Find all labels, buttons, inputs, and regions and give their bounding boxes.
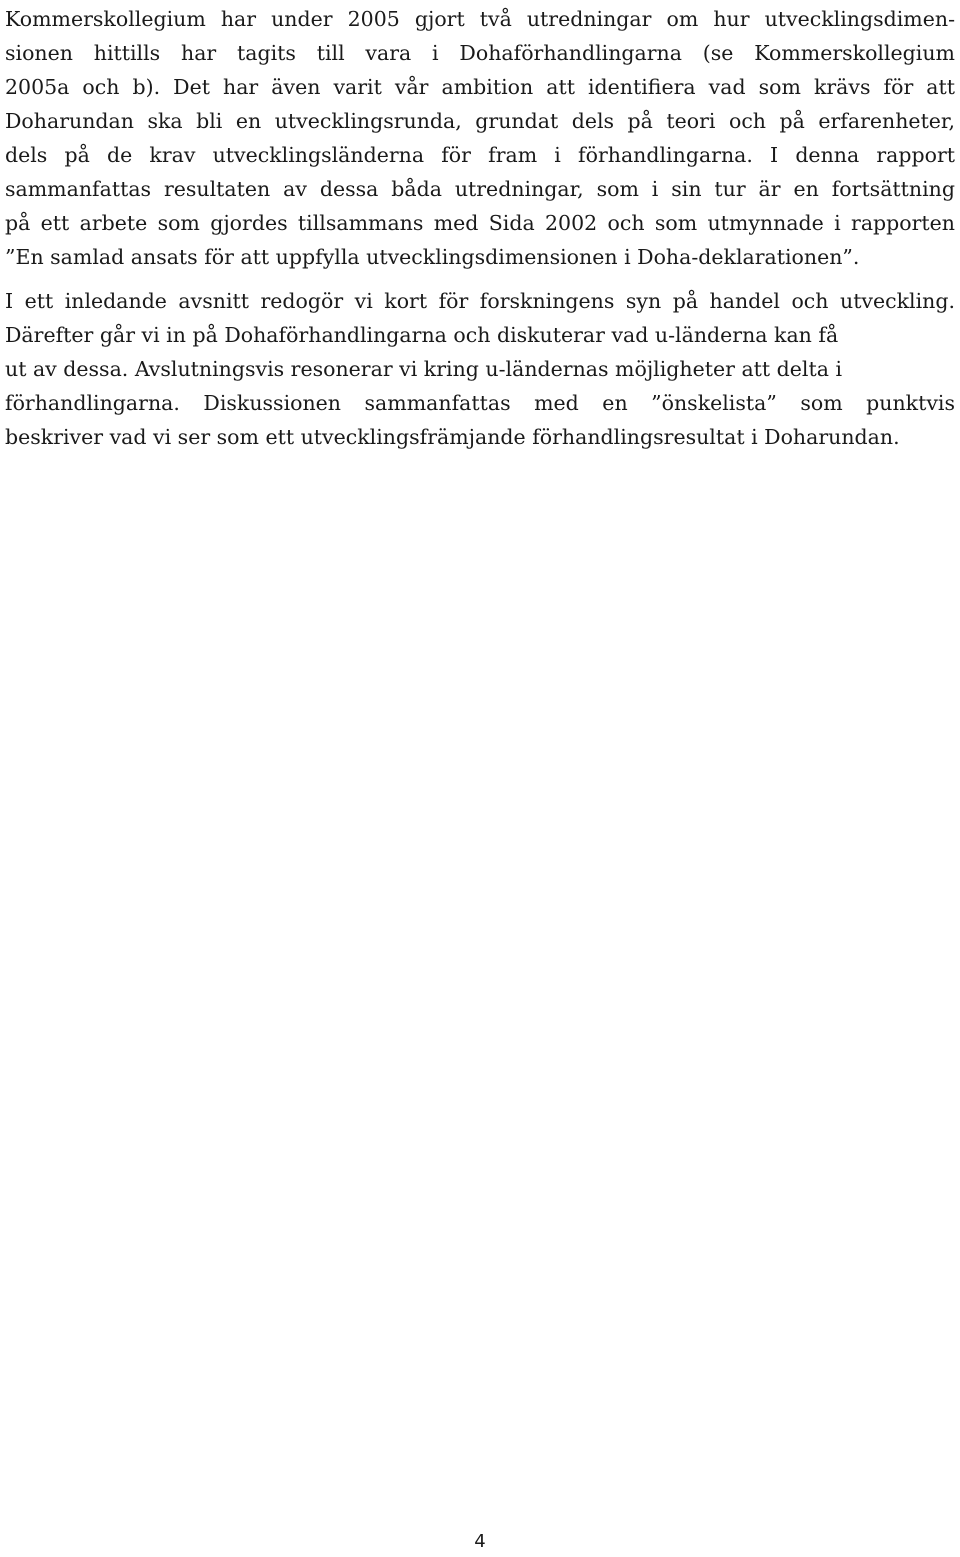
paragraph-2 [5,284,955,454]
text-line: I ett inledande avsnitt redogör vi kort för forskningens syn på handel och utveckling. [5,289,955,313]
text-line: Doharundan ska bli en utvecklingsrunda, grundat dels på teori och på erfarenheter, [5,109,955,133]
body-text [5,2,955,454]
text-line: Kommerskollegium har under 2005 gjort två utredningar om hur utvecklingsdimen- [5,7,955,31]
text-line: Därefter går vi in på Dohaförhandlingarna och diskuterar vad u-länderna kan få [5,323,839,347]
text-line: förhandlingarna. Diskussionen sammanfattas med en ”önskelista” som punktvis [5,391,955,415]
text-line: sionen hittills har tagits till vara i Dohaförhandlingarna (se Kommerskollegium [5,41,955,65]
text-line: ut av dessa. Avslutningsvis resonerar vi kring u-ländernas möjligheter att delta i [5,357,842,381]
text-line: på ett arbete som gjordes tillsammans med Sida 2002 och som utmynnade i rapporten [5,211,955,235]
text-line: beskriver vad vi ser som ett utvecklingsfrämjande förhandlingsresultat i Doharundan. [5,425,900,449]
page-number: 4 [474,1531,486,1552]
text-line: sammanfattas resultaten av dessa båda utredningar, som i sin tur är en fortsättning [5,177,955,201]
text-line: 2005a och b). Det har även varit vår ambition att identifiera vad som krävs för att [5,75,955,99]
text-line: ”En samlad ansats för att uppfylla utvecklingsdimensionen i Doha-deklarationen”. [5,245,860,269]
text-line: dels på de krav utvecklingsländerna för fram i förhandlingarna. I denna rapport [5,143,955,167]
paragraph-1 [5,2,955,274]
